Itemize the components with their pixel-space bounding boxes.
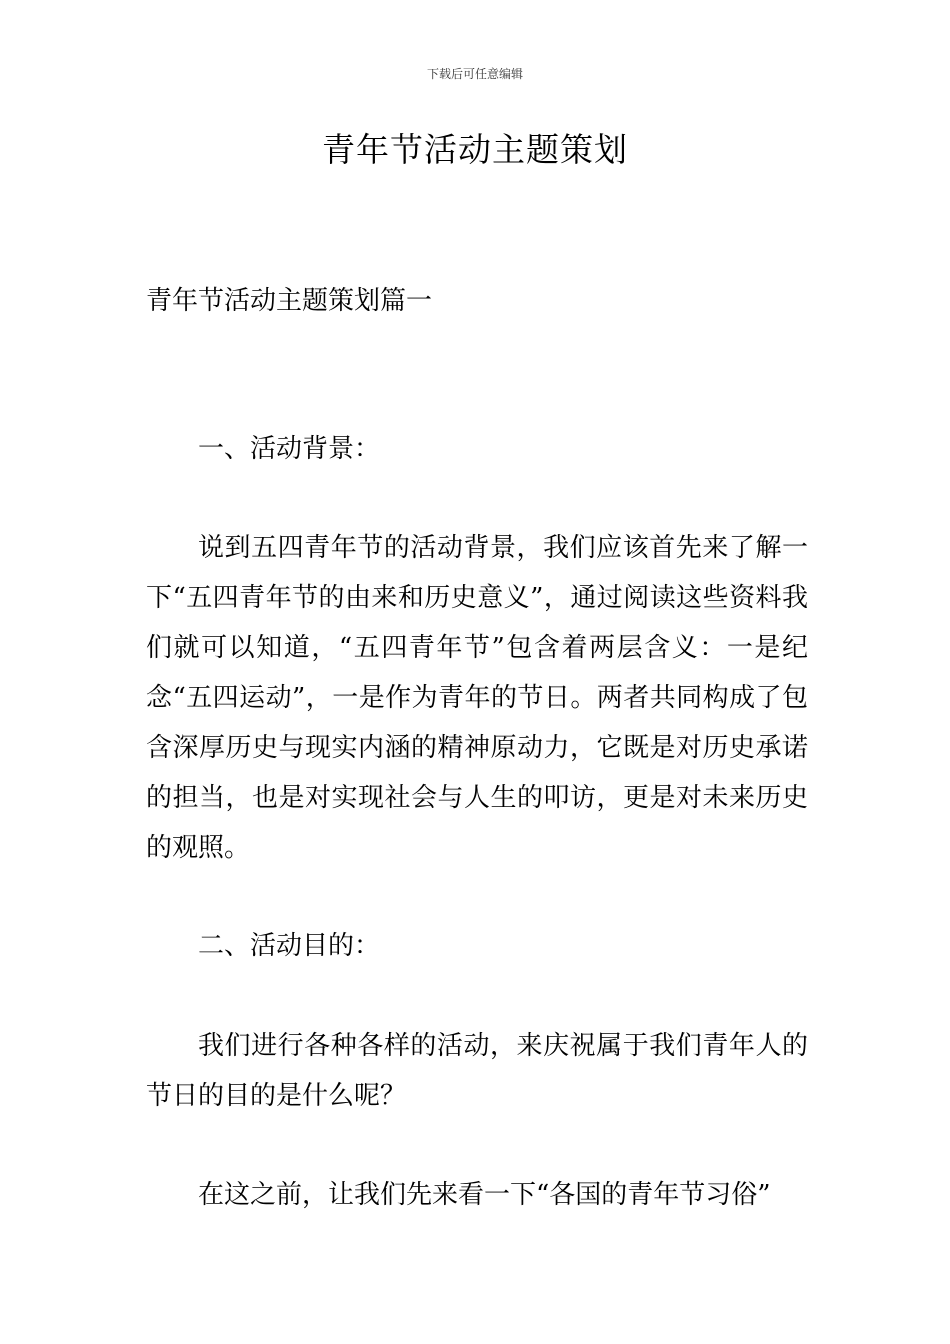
paragraph-background: 说到五四青年节的活动背景，我们应该首先来了解一下“五四青年节的由来和历史意义”，通过阅读这些资料我们就可以知道，“五四青年节”包含着两层含义：一是纪念“五四运动”，一是作为青年的节日。两者共同构成了包含深厚历史与现实内涵的精神原动力，它既是对历史承诺的担当，也是对实现社会与人生的叩访，更是对未来历史的观照。 xyxy=(146,533,808,863)
header-note: 下载后可任意编辑 xyxy=(426,67,523,81)
section-heading-purpose: 二、活动目的： xyxy=(198,931,381,961)
document-subtitle: 青年节活动主题策划篇一 xyxy=(146,286,433,316)
section-heading-background: 一、活动背景： xyxy=(198,434,381,464)
paragraph-purpose-question: 我们进行各种各样的活动，来庆祝属于我们青年人的节日的目的是什么呢？ xyxy=(146,1031,808,1111)
document-title: 青年节活动主题策划 xyxy=(322,130,628,169)
paragraph-purpose-customs: 在这之前，让我们先来看一下“各国的青年节习俗” xyxy=(198,1180,771,1210)
